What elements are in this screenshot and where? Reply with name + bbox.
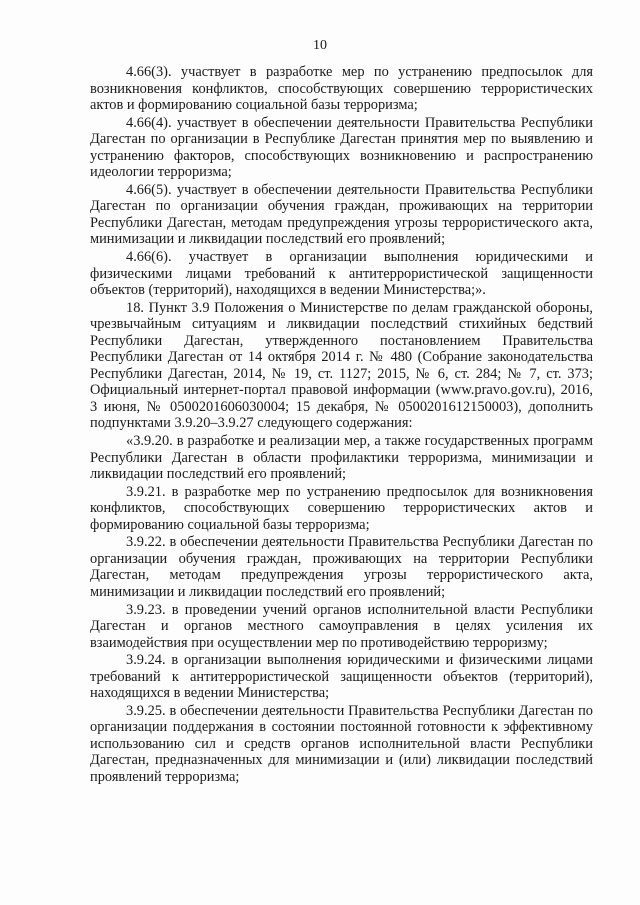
paragraph-3-9-23: 3.9.23. в проведении учений органов исполнительной власти Республики Дагестан и органов местного самоуправления в целях усиления их взаимодействия при осуществлении мер по противодействию терроризму;	[90, 601, 593, 651]
page-number: 10	[313, 38, 327, 53]
paragraph-4-66-4: 4.66(4). участвует в обеспечении деятельности Правительства Республики Дагестан по организации в Республике Дагестан принятия мер по выявлению и устранению факторов, способствующих возникновению и распространению идеологии терроризма;	[90, 114, 593, 181]
paragraph-3-9-21: 3.9.21. в разработке мер по устранению предпосылок для возникновения конфликтов, способствующих совершению террористических актов и формированию социальной базы терроризма;	[90, 483, 593, 533]
paragraph-3-9-24: 3.9.24. в организации выполнения юридическими и физическими лицами требований к антитеррористической защищенности объектов (территорий), находящихся в ведении Министерства;	[90, 652, 593, 702]
paragraph-item-18: 18. Пункт 3.9 Положения о Министерстве по делам гражданской обороны, чрезвычайным ситуациям и ликвидации последствий стихийных бедствий Республики Дагестан, утвержденного постановлением Правительства Республики Дагестан от 14 октября 2014 г. № 480 (Собрание законодательства Республики Дагестан, 2014, № 19, ст. 1127; 2015, № 6, ст. 284; № 7, ст. 373; Официальный интернет-портал правовой информации (www.pravo.gov.ru), 2016, 3 июня, № 0500201606030004; 15 декабря, № 0500201612150003), дополнить подпунктами 3.9.20–3.9.27 следующего содержания:	[90, 299, 593, 432]
paragraph-4-66-6: 4.66(6). участвует в организации выполнения юридическими и физическими лицами требований к антитеррористической защищенности объектов (территорий), находящихся в ведении Министерства;».	[90, 249, 593, 299]
paragraph-3-9-22: 3.9.22. в обеспечении деятельности Правительства Республики Дагестан по организации обучения граждан, проживающих на территории Республики Дагестан, методам предупреждения угрозы террористического акта, минимизации и ликвидации последствий его проявлений;	[90, 534, 593, 600]
paragraph-4-66-5: 4.66(5). участвует в обеспечении деятельности Правительства Республики Дагестан по организации обучения граждан, проживающих на территории Республики Дагестан, методам предупреждения угрозы террористического акта, минимизации и ликвидации последствий его проявлений;	[90, 181, 593, 248]
document-body	[90, 64, 593, 786]
paragraph-3-9-20: «3.9.20. в разработке и реализации мер, а также государственных программ Республики Дагестан в области профилактики терроризма, минимизации и ликвидации последствий его проявлений;	[90, 433, 593, 483]
paragraph-4-66-3: 4.66(3). участвует в разработке мер по устранению предпосылок для возникновения конфликтов, способствующих совершению террористических актов и формированию социальной базы терроризма;	[90, 64, 593, 114]
paragraph-3-9-25: 3.9.25. в обеспечении деятельности Правительства Республики Дагестан по организации поддержания в состоянии постоянной готовности к эффективному использованию сил и средств органов исполнительной власти Республики Дагестан, предназначенных для минимизации и (или) ликвидации последствий проявлений терроризма;	[90, 702, 593, 785]
